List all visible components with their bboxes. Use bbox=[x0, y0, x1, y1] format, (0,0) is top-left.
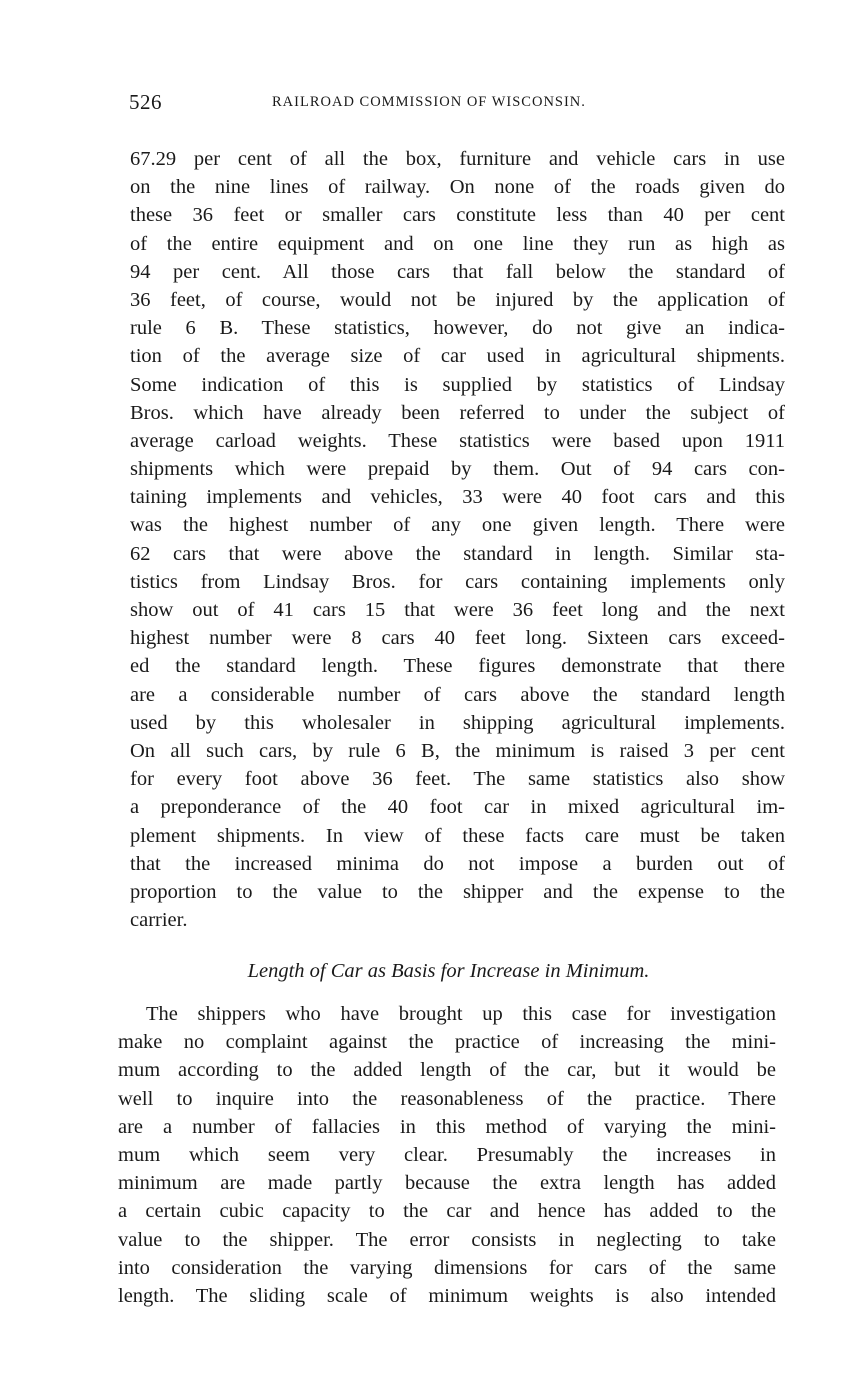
text-line: highest number were 8 cars 40 feet long. Sixteen cars exceed- bbox=[130, 627, 785, 650]
section-heading: Length of Car as Basis for Increase in Minimum. bbox=[247, 960, 650, 982]
text-line: 67.29 per cent of all the box, furniture and vehicle cars in use bbox=[130, 148, 785, 170]
text-line: ed the standard length. These figures demonstrate that there bbox=[130, 655, 785, 678]
text-line: minimum are made partly because the extra length has added bbox=[118, 1172, 776, 1195]
text-line: shipments which were prepaid by them. Out of 94 cars con- bbox=[130, 458, 785, 481]
text-line: Bros. which have already been referred to under the subject of bbox=[130, 401, 785, 424]
text-line: are a considerable number of cars above the standard length bbox=[130, 683, 785, 706]
page-number: 526 bbox=[129, 90, 162, 114]
text-line: that the increased minima do not impose a burden out of bbox=[130, 852, 785, 875]
text-line: taining implements and vehicles, 33 were 40 foot cars and this bbox=[130, 486, 785, 509]
text-line: value to the shipper. The error consists in neglecting to take bbox=[118, 1228, 776, 1251]
text-line: 36 feet, of course, would not be injured by the application of bbox=[130, 288, 785, 311]
text-line: rule 6 B. These statistics, however, do not give an indica- bbox=[130, 317, 785, 340]
text-line: well to inquire into the reasonableness of the practice. There bbox=[118, 1087, 776, 1110]
text-line: a preponderance of the 40 foot car in mixed agricultural im- bbox=[130, 796, 785, 819]
text-line: on the nine lines of railway. On none of the roads given do bbox=[130, 176, 785, 199]
text-line: On all such cars, by rule 6 B, the minimum is raised 3 per cent bbox=[130, 739, 785, 762]
paragraph-1 bbox=[120, 145, 785, 934]
text-line: length. The sliding scale of minimum weights is also intended bbox=[118, 1284, 776, 1307]
text-line: average carload weights. These statistics were based upon 1911 bbox=[130, 429, 785, 452]
text-line: proportion to the value to the shipper and the expense to the bbox=[130, 880, 785, 903]
running-head: RAILROAD COMMISSION OF WISCONSIN. bbox=[272, 94, 586, 110]
text-line: used by this wholesaler in shipping agricultural implements. bbox=[130, 711, 785, 734]
text-line: into consideration the varying dimensions for cars of the same bbox=[118, 1256, 776, 1279]
text-line: are a number of fallacies in this method of varying the mini- bbox=[118, 1115, 776, 1138]
text-line: Some indication of this is supplied by statistics of Lindsay bbox=[130, 373, 785, 396]
text-line: tion of the average size of car used in agricultural shipments. bbox=[130, 345, 785, 368]
text-line: a certain cubic capacity to the car and hence has added to the bbox=[118, 1200, 776, 1223]
text-line: was the highest number of any one given length. There were bbox=[130, 514, 785, 537]
text-line: carrier. bbox=[130, 909, 188, 932]
text-line: plement shipments. In view of these facts care must be taken bbox=[130, 824, 785, 847]
text-line: mum according to the added length of the car, but it would be bbox=[118, 1059, 776, 1082]
text-line: The shippers who have brought up this case for investigation bbox=[146, 1003, 776, 1025]
text-line: make no complaint against the practice of increasing the mini- bbox=[118, 1031, 776, 1054]
paragraph-2 bbox=[118, 1000, 776, 1310]
text-line: 94 per cent. All those cars that fall below the standard of bbox=[130, 260, 785, 283]
text-line: 62 cars that were above the standard in length. Similar sta- bbox=[130, 542, 785, 565]
text-line: show out of 41 cars 15 that were 36 feet long and the next bbox=[130, 599, 785, 621]
text-line: tistics from Lindsay Bros. for cars containing implements only bbox=[130, 570, 785, 593]
text-line: for every foot above 36 feet. The same statistics also show bbox=[130, 768, 785, 791]
text-line: these 36 feet or smaller cars constitute less than 40 per cent bbox=[130, 204, 785, 227]
text-line: mum which seem very clear. Presumably the increases in bbox=[118, 1143, 776, 1166]
text-line: of the entire equipment and on one line they run as high as bbox=[130, 232, 785, 255]
